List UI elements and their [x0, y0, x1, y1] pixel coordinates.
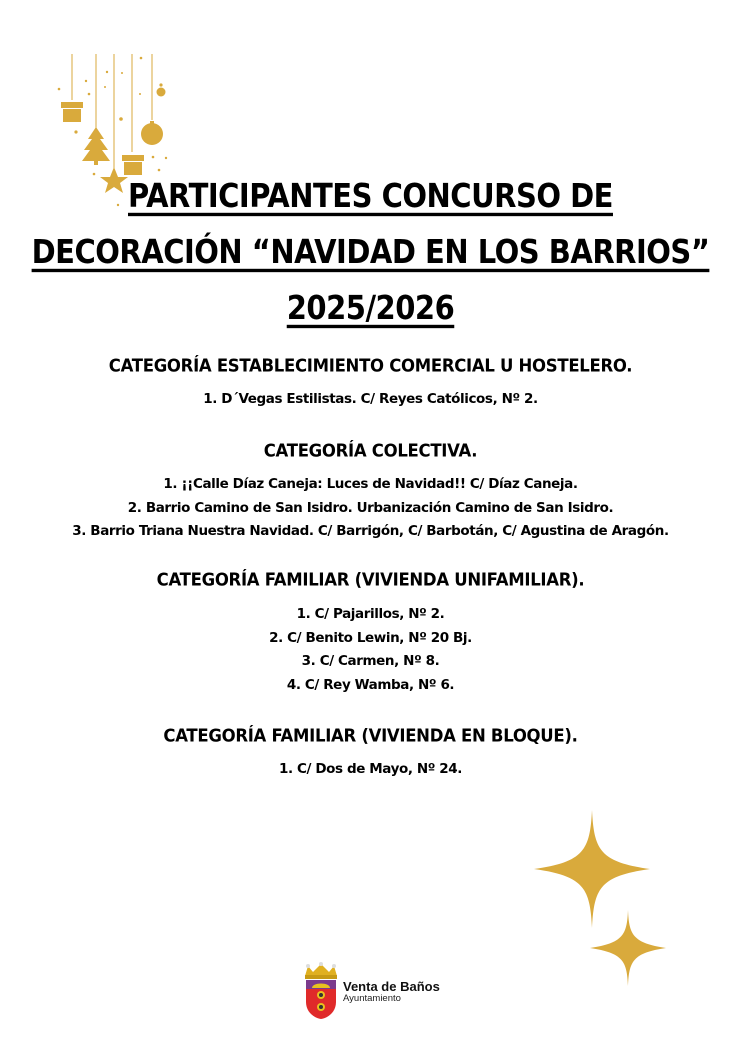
- entry-item: 1. C/ Dos de Mayo, Nº 24.: [278, 761, 463, 777]
- logo-subtitle: Ayuntamiento: [343, 993, 401, 1004]
- category-entries-apartment-block: [0, 758, 741, 782]
- coat-of-arms-icon: [300, 962, 342, 1020]
- logo-name: Venta de Baños: [343, 979, 440, 994]
- sparkle-stars-icon: [520, 800, 680, 990]
- title-line-3: 2025/2026: [286, 288, 455, 328]
- entry-item: 1. ¡¡Calle Díaz Caneja: Luces de Navidad!! C/ Díaz Caneja.: [163, 476, 578, 492]
- entry-item: 1. C/ Pajarillos, Nº 2.: [296, 606, 445, 622]
- entry-item: 2. Barrio Camino de San Isidro. Urbanización Camino de San Isidro.: [127, 499, 614, 516]
- category-heading-commercial: CATEGORÍA ESTABLECIMIENTO COMERCIAL U HOSTELERO.: [108, 355, 633, 376]
- category-heading-collective: CATEGORÍA COLECTIVA.: [263, 440, 478, 461]
- town-hall-logo: [300, 962, 460, 1022]
- category-entries-single-family: [0, 603, 741, 697]
- poster-title: [0, 168, 741, 336]
- entry-item: 1. D´Vegas Estilistas. C/ Reyes Católicos, Nº 2.: [203, 391, 538, 407]
- category-entries-collective: [0, 473, 741, 544]
- title-line-1: PARTICIPANTES CONCURSO DE: [128, 176, 613, 216]
- title-line-2: DECORACIÓN “NAVIDAD EN LOS BARRIOS”: [31, 232, 710, 272]
- entry-item: 3. Barrio Triana Nuestra Navidad. C/ Barrigón, C/ Barbotán, C/ Agustina de Aragón.: [72, 523, 669, 539]
- entry-item: 2. C/ Benito Lewin, Nº 20 Bj.: [269, 629, 472, 646]
- entry-item: 4. C/ Rey Wamba, Nº 6.: [286, 676, 455, 693]
- category-heading-single-family: CATEGORÍA FAMILIAR (VIVIENDA UNIFAMILIAR).: [156, 569, 585, 590]
- category-entries-commercial: [0, 388, 741, 412]
- category-heading-apartment-block: CATEGORÍA FAMILIAR (VIVIENDA EN BLOQUE).: [163, 725, 578, 746]
- entry-item: 3. C/ Carmen, Nº 8.: [301, 653, 440, 669]
